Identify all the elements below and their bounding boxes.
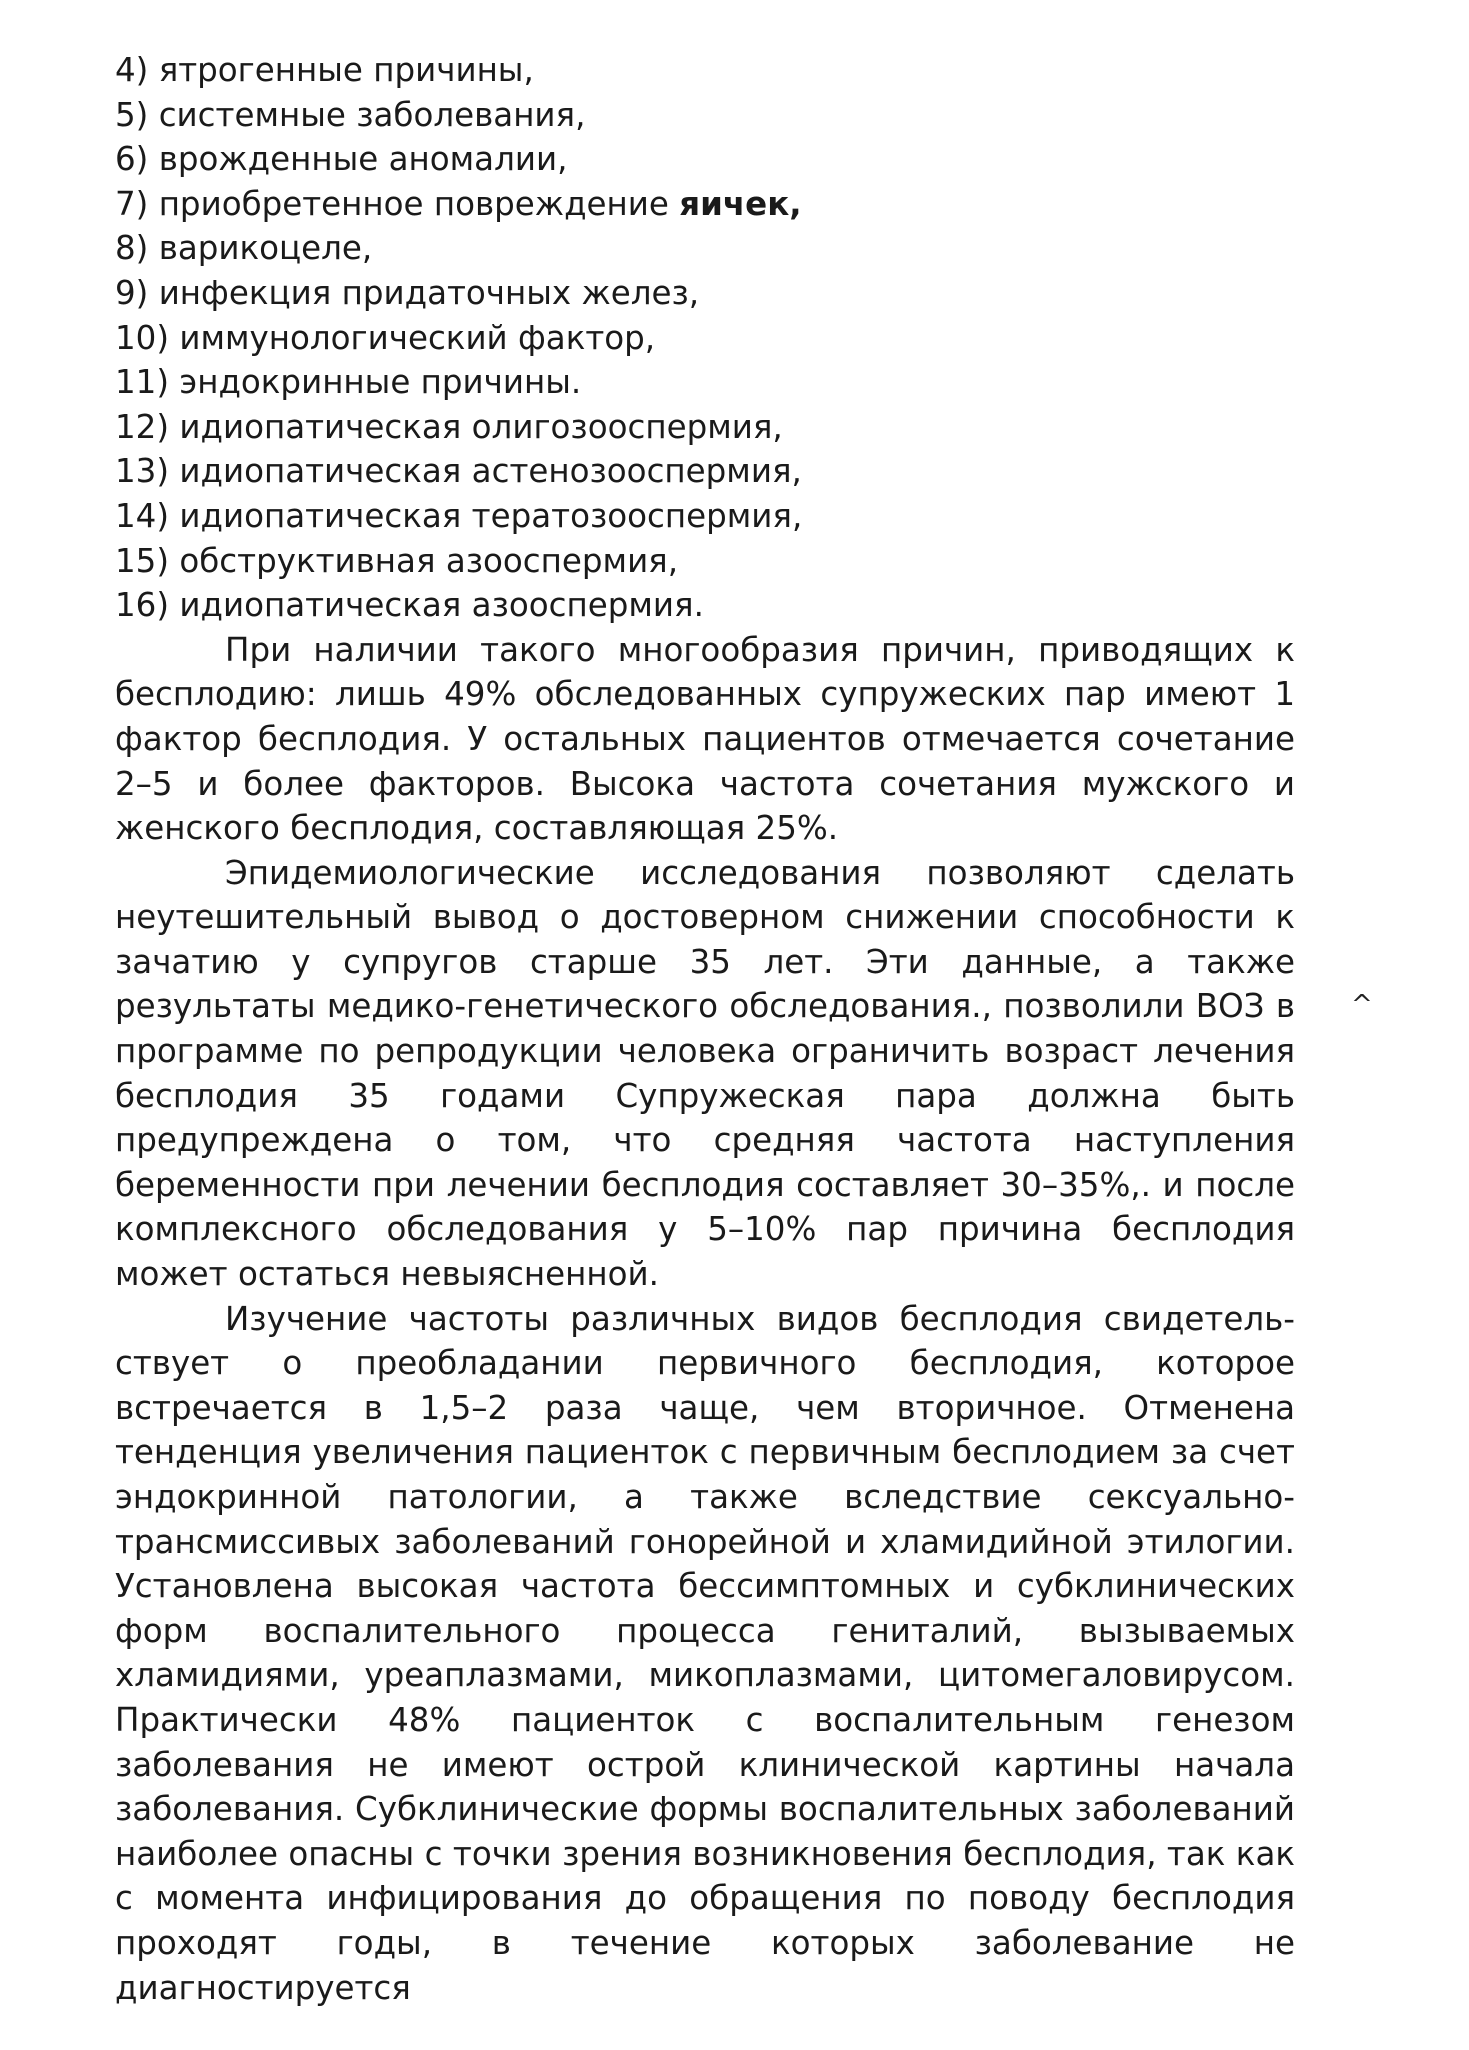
list-item: 15) обструктивная азооспермия, xyxy=(115,541,679,580)
paragraph-epidemiology: Эпидемиологические исследования позволяют сделать неутешительный вывод о достоверном снижении способности к зачатию у супругов старше 35 лет. Эти данные, а также результаты медико-генетического обследования., позволили ВОЗ в программе по репродукции человека ограничить возраст лечения бесплодия 35 годами Супружеская пара должна быть предупреждена о том, что средняя частота наступления беременности при лечении бесплодия составляет 30–35%,. и после комплексного обследования у 5–10% пар причина бесплодия может остаться невыясненной. xyxy=(115,853,1295,1294)
list-item: 12) идиопатическая олигозооспермия, xyxy=(115,407,783,446)
list-item: 6) врожденные аномалии, xyxy=(115,140,568,179)
list-item: 8) варикоцеле, xyxy=(115,229,373,268)
emphasized-word: яичек, xyxy=(679,184,802,223)
list-item: 11) эндокринные причины. xyxy=(115,363,582,402)
list-item: 9) инфекция придаточных желез, xyxy=(115,273,700,312)
list-item: 5) системные заболевания, xyxy=(115,95,586,134)
paragraph-factors: При наличии такого многообразия причин, приводящих к бесплодию: лишь 49% обследованных супружеских пар имеют 1 фактор бесплодия. У остальных пациентов отмечается сочетание 2–5 и более факторов. Высока частота сочетания мужского и женского бесплодия, составляющая 25%. xyxy=(115,630,1295,848)
causes-list xyxy=(115,48,1295,628)
list-item: 4) ятрогенные причины, xyxy=(115,51,534,89)
list-item: 14) идиопатическая тератозооспермия, xyxy=(115,496,803,535)
list-item: 10) иммунологический фактор, xyxy=(115,318,656,357)
margin-mark: ^ xyxy=(1351,990,1373,1020)
paragraph-frequency: Изучение частоты различных видов бесплодия свидетель-ствует о преобладании первичного бесплодия, которое встречается в 1,5–2 раза чаще, чем вторичное. Отменена тенденция увеличения пациенток с первичным бесплодием за счет эндокринной патологии, а также вследствие сексуально-трансмиссивых заболеваний гонорейной и хламидийной этилогии. Установлена высокая частота бессимптомных и субклинических форм воспалительного процесса гениталий, вызываемых хламидиями, уреаплазмами, микоплазмами, цитомегаловирусом. Практически 48% пациенток с воспалительным генезом заболевания не имеют острой клинической картины начала заболевания. Субклинические формы воспалительных заболеваний наиболее опасны с точки зрения возникновения бесплодия, так как с момента инфицирования до обращения по поводу бесплодия проходят годы, в течение которых заболевание не диагностируется xyxy=(115,1299,1295,2007)
list-item: 16) идиопатическая азооспермия. xyxy=(115,586,704,625)
document-page xyxy=(115,48,1295,2010)
list-item: 7) приобретенное повреждение яичек, xyxy=(115,184,802,223)
list-item: 13) идиопатическая астенозооспермия, xyxy=(115,452,802,491)
